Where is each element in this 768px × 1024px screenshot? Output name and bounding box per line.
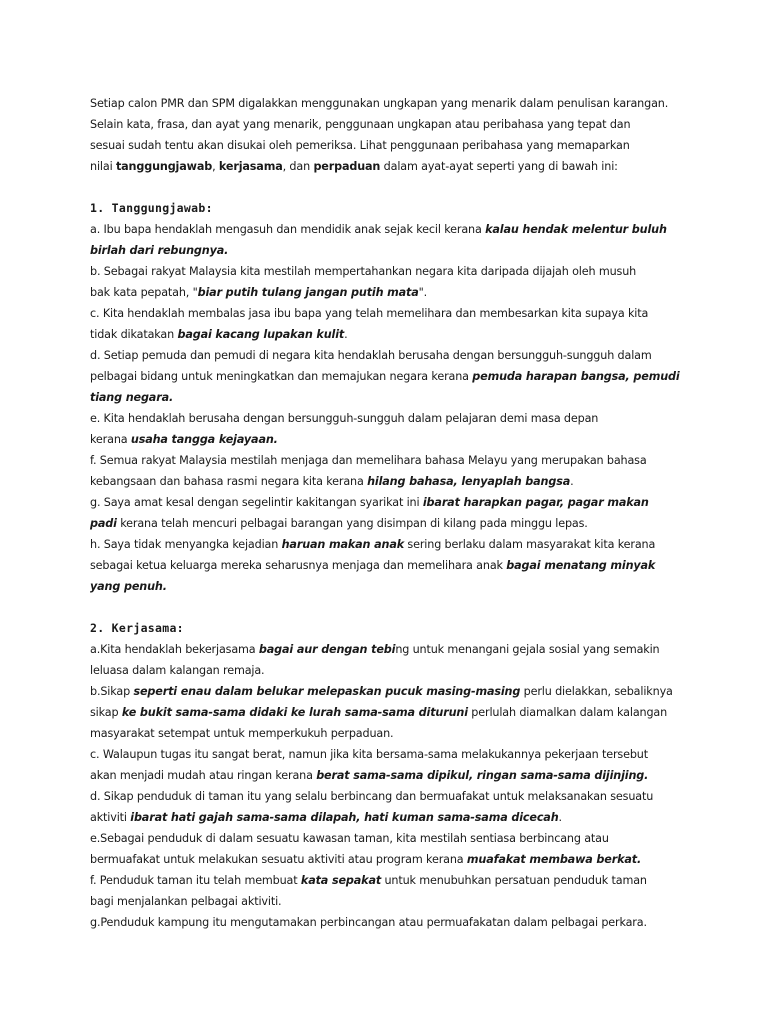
item-d-line-1: d. Sikap penduduk di taman itu yang selalu berbincang dan bermuafakat untuk melaksanakan sesuatu [90, 790, 654, 803]
intro-text: nilai [90, 160, 116, 173]
item-text: tidak dikatakan [90, 328, 178, 341]
item-f-line-1 [90, 870, 690, 891]
item-text: pelbagai bidang untuk meningkatkan dan memajukan negara kerana [90, 370, 473, 383]
intro-paragraph [90, 93, 690, 177]
item-text: untuk menubuhkan persatuan penduduk taman [381, 874, 647, 887]
spacer [90, 177, 690, 198]
item-e-line-1: e.Sebagai penduduk di dalam sesuatu kawasan taman, kita mestilah sentiasa berbincang atau [90, 832, 609, 845]
intro-line-2: Selain kata, frasa, dan ayat yang menarik, penggunaan ungkapan atau peribahasa yang tepat dan [90, 118, 631, 131]
item-text: kerana [90, 433, 131, 446]
item-g-line-1: g.Penduduk kampung itu mengutamakan perbincangan atau permuafakatan dalam pelbagai perkara. [90, 916, 647, 929]
item-text: bermuafakat untuk melakukan sesuatu aktiviti atau program kerana [90, 853, 467, 866]
item-text: f. Penduduk taman itu telah membuat [90, 874, 301, 887]
peribahasa: kalau hendak melentur buluh [485, 223, 667, 236]
item-text: b.Sikap [90, 685, 134, 698]
item-text: bak kata pepatah, " [90, 286, 198, 299]
item-b-line-3: masyarakat setempat untuk memperkukuh perpaduan. [90, 727, 394, 740]
item-text: ". [418, 286, 428, 299]
item-d-line-2 [90, 366, 690, 387]
item-text: sikap [90, 706, 122, 719]
item-c-line-1: c. Kita hendaklah membalas jasa ibu bapa yang telah memelihara dan membesarkan kita supaya kita [90, 307, 649, 320]
item-h-line-1 [90, 534, 690, 555]
peribahasa: ibarat hati gajah sama-sama dilapah, hati kuman sama-sama dicecah [130, 811, 559, 824]
intro-text: , dan [282, 160, 314, 173]
value-perpaduan: perpaduan [313, 160, 381, 173]
section-kerjasama [90, 618, 690, 933]
item-text: . [558, 811, 562, 824]
item-h-line-2 [90, 555, 690, 576]
item-g-line-2 [90, 513, 690, 534]
section-heading: 1. Tanggungjawab: [90, 201, 213, 215]
item-a-line-1 [90, 219, 690, 240]
peribahasa: bagai aur dengan tebi [258, 643, 396, 656]
peribahasa: pemuda harapan bangsa, pemudi [472, 370, 680, 383]
peribahasa: birlah dari rebungnya. [90, 244, 229, 257]
intro-line-4 [90, 156, 690, 177]
item-d-line-2 [90, 807, 690, 828]
item-e-line-2 [90, 849, 690, 870]
peribahasa: ibarat harapkan pagar, pagar makan [422, 496, 649, 509]
peribahasa: ke bukit sama-sama didaki ke lurah sama-sama dituruni [121, 706, 468, 719]
peribahasa: usaha tangga kejayaan. [130, 433, 278, 446]
peribahasa: padi [90, 517, 117, 530]
item-a-line-2 [90, 240, 690, 261]
item-text: perlulah diamalkan dalam kalangan [467, 706, 668, 719]
section-heading: 2. Kerjasama: [90, 621, 184, 635]
item-text: . [344, 328, 348, 341]
item-f-line-1: f. Semua rakyat Malaysia mestilah menjaga dan memelihara bahasa Melayu yang merupakan bahasa [90, 454, 647, 467]
peribahasa: kata sepakat [300, 874, 382, 887]
peribahasa: berat sama-sama dipikul, ringan sama-sama dijinjing. [316, 769, 649, 782]
item-text: . [570, 475, 574, 488]
item-e-line-2 [90, 429, 690, 450]
item-b-line-1 [90, 681, 690, 702]
item-text: perlu dielakkan, sebaliknya [520, 685, 673, 698]
item-a-line-1 [90, 639, 690, 660]
item-text: akan menjadi mudah atau ringan kerana [90, 769, 317, 782]
item-text: g. Saya amat kesal dengan segelintir kakitangan syarikat ini [90, 496, 423, 509]
value-tanggungjawab: tanggungjawab [115, 160, 213, 173]
item-c-line-2 [90, 324, 690, 345]
section-tanggungjawab [90, 198, 690, 597]
item-d-line-1: d. Setiap pemuda dan pemudi di negara kita hendaklah berusaha dengan bersungguh-sungguh dalam [90, 349, 652, 362]
item-f-line-2: bagi menjalankan pelbagai aktiviti. [90, 895, 282, 908]
peribahasa: yang penuh. [90, 580, 167, 593]
peribahasa: muafakat membawa berkat. [466, 853, 642, 866]
item-f-line-2 [90, 471, 690, 492]
item-text: a. Ibu bapa hendaklah mengasuh dan mendidik anak sejak kecil kerana [90, 223, 486, 236]
item-text: h. Saya tidak menyangka kejadian [90, 538, 282, 551]
item-c-line-2 [90, 765, 690, 786]
item-b-line-2 [90, 702, 690, 723]
document-page [90, 93, 690, 933]
item-d-line-3 [90, 387, 690, 408]
item-text: a.Kita hendaklah bekerjasama [90, 643, 259, 656]
item-b-line-1: b. Sebagai rakyat Malaysia kita mestilah mempertahankan negara kita daripada dijajah oleh musuh [90, 265, 637, 278]
intro-line-3: sesuai sudah tentu akan disukai oleh pemeriksa. Lihat penggunaan peribahasa yang memaparkan [90, 139, 630, 152]
intro-text: dalam ayat-ayat seperti yang di bawah ini: [380, 160, 618, 173]
item-text: aktiviti [90, 811, 131, 824]
peribahasa: hilang bahasa, lenyaplah bangsa [367, 475, 571, 488]
item-b-line-2 [90, 282, 690, 303]
peribahasa: bagai menatang minyak [506, 559, 656, 572]
peribahasa: biar putih tulang jangan putih mata [197, 286, 419, 299]
peribahasa: haruan makan anak [281, 538, 405, 551]
item-text: kebangsaan dan bahasa rasmi negara kita kerana [90, 475, 368, 488]
item-h-line-3 [90, 576, 690, 597]
peribahasa: tiang negara. [90, 391, 174, 404]
item-a-line-2: leluasa dalam kalangan remaja. [90, 664, 265, 677]
item-c-line-1: c. Walaupun tugas itu sangat berat, namun jika kita bersama-sama melakukannya pekerjaan tersebut [90, 748, 648, 761]
item-g-line-1 [90, 492, 690, 513]
intro-text: , [212, 160, 219, 173]
peribahasa: bagai kacang lupakan kulit [177, 328, 345, 341]
item-text: sering berlaku dalam masyarakat kita kerana [404, 538, 656, 551]
item-text: kerana telah mencuri pelbagai barangan yang disimpan di kilang pada minggu lepas. [116, 517, 588, 530]
item-e-line-1: e. Kita hendaklah berusaha dengan bersungguh-sungguh dalam pelajaran demi masa depan [90, 412, 599, 425]
item-text: sebagai ketua keluarga mereka seharusnya menjaga dan memelihara anak [90, 559, 507, 572]
item-text: ng untuk menangani gejala sosial yang semakin [395, 643, 660, 656]
peribahasa: seperti enau dalam belukar melepaskan pucuk masing-masing [133, 685, 521, 698]
value-kerjasama: kerjasama [218, 160, 283, 173]
intro-line-1: Setiap calon PMR dan SPM digalakkan menggunakan ungkapan yang menarik dalam penulisan karangan. [90, 97, 669, 110]
spacer [90, 597, 690, 618]
